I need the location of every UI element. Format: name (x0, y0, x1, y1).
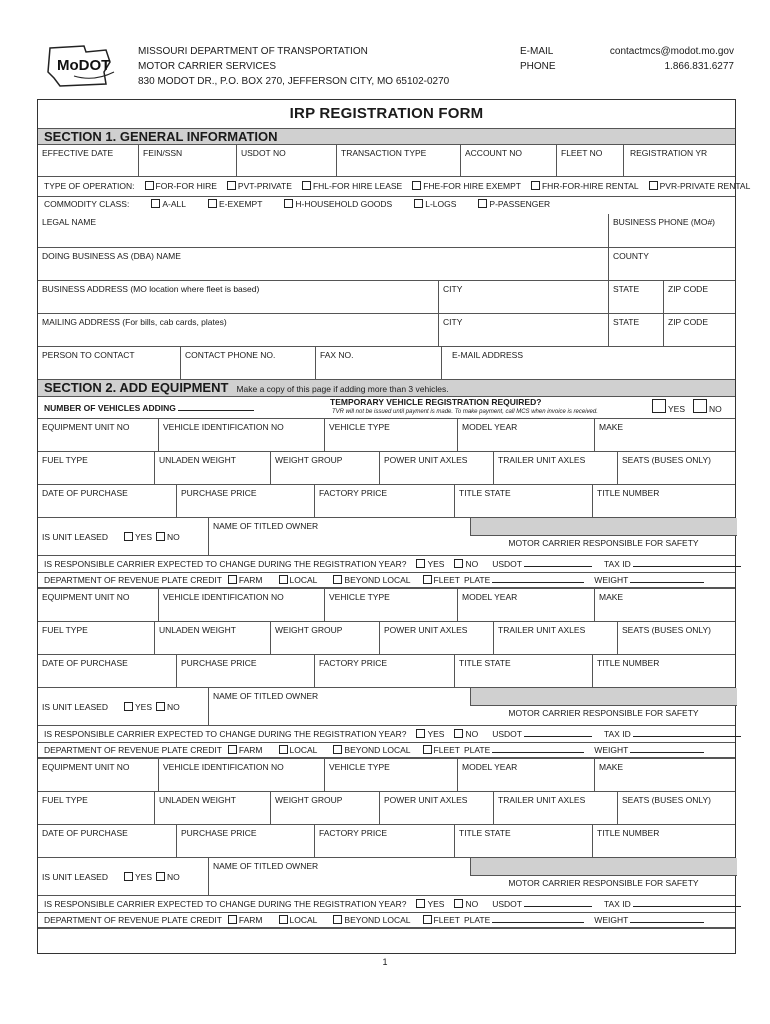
carrier-change-yes-label: YES (427, 559, 445, 569)
credit-fleet-label: FLEET (433, 575, 460, 585)
power-unit-axles-3[interactable]: POWER UNIT AXLES (379, 792, 493, 824)
leased-yes-label: YES (134, 872, 152, 882)
option-fhr: FHR-FOR-HIRE RENTAL (541, 181, 639, 191)
business-phone-field[interactable]: BUSINESS PHONE (MO#) (608, 214, 737, 247)
credit-fleet-label: FLEET (433, 915, 460, 925)
usdot-label: USDOT (492, 729, 522, 739)
plate-blank[interactable] (492, 915, 584, 923)
checkbox-fhe[interactable] (412, 181, 421, 190)
is-unit-leased-label: IS UNIT LEASED (42, 532, 108, 542)
section2-title: SECTION 2. ADD EQUIPMENT (44, 380, 229, 395)
fuel-type-2[interactable]: FUEL TYPE (42, 625, 88, 635)
credit-beyond-local-label: BEYOND LOCAL (344, 745, 411, 755)
vehicle-3-row-3 (38, 825, 735, 858)
vehicle-1-credit-row (38, 573, 735, 589)
carrier-change-no-checkbox[interactable] (454, 559, 463, 568)
division-name: MOTOR CARRIER SERVICES (138, 61, 276, 72)
vehicle-2-row-1 (38, 589, 735, 622)
carrier-change-label: IS RESPONSIBLE CARRIER EXPECTED TO CHANGE DURING THE REGISTRATION YEAR? (44, 729, 407, 739)
vehicle-3-lease-row (38, 858, 735, 896)
power-unit-axles-2[interactable]: POWER UNIT AXLES (379, 622, 493, 654)
option-exempt: E-EXEMPT (218, 199, 263, 209)
credit-beyond-local-checkbox[interactable] (333, 575, 342, 584)
credit-fleet-checkbox[interactable] (423, 745, 432, 754)
is-unit-leased-label: IS UNIT LEASED (42, 702, 108, 712)
seats-2[interactable]: SEATS (BUSES ONLY) (617, 622, 737, 654)
contact-row (38, 347, 735, 380)
leased-no-label: NO (167, 532, 180, 542)
purchase-price-3[interactable]: PURCHASE PRICE (176, 825, 314, 857)
vehicle-1-row-1 (38, 419, 735, 452)
form-title: IRP REGISTRATION FORM (289, 105, 484, 122)
number-of-vehicles-label: NUMBER OF VEHICLES ADDING (44, 403, 176, 413)
business-address-row (38, 281, 735, 314)
mailing-address-row (38, 314, 735, 347)
agency-address: 830 MODOT DR., P.O. BOX 270, JEFFERSON CITY, MO 65102-0270 (138, 76, 450, 87)
credit-farm-checkbox[interactable] (228, 915, 237, 924)
operation-type-row (38, 177, 751, 197)
contact-values (610, 44, 734, 74)
registration-yr-field[interactable]: REGISTRATION YR (623, 145, 737, 176)
purchase-price-1[interactable]: PURCHASE PRICE (176, 485, 314, 517)
carrier-change-no-label: NO (465, 899, 479, 909)
section1-title: SECTION 1. GENERAL INFORMATION (44, 129, 278, 144)
vehicle-3-row-1 (38, 759, 735, 792)
weight-blank[interactable] (630, 575, 704, 583)
checkbox-household[interactable] (284, 199, 293, 208)
taxid-blank[interactable] (633, 899, 741, 907)
business-state-field[interactable]: STATE (608, 281, 663, 313)
vehicle-1-carrier-row (38, 556, 735, 573)
equipment-unit-no-3[interactable]: EQUIPMENT UNIT NO (42, 762, 130, 772)
business-city-field[interactable]: CITY (438, 281, 608, 313)
credit-farm-checkbox[interactable] (228, 745, 237, 754)
legal-name-row (38, 214, 735, 248)
vehicle-1-row-3 (38, 485, 735, 518)
plate-label: PLATE (464, 915, 491, 925)
number-of-vehicles-blank[interactable] (178, 403, 254, 411)
vehicle-3-carrier-row (38, 896, 735, 913)
titled-owner-3[interactable] (208, 858, 470, 895)
transaction-type-field[interactable]: TRANSACTION TYPE (336, 145, 460, 176)
weight-blank[interactable] (630, 745, 704, 753)
factory-price-1[interactable]: FACTORY PRICE (314, 485, 454, 517)
plate-label: PLATE (464, 745, 491, 755)
unladen-weight-2[interactable]: UNLADEN WEIGHT (154, 622, 270, 654)
mcrs-shade (470, 858, 737, 876)
titled-owner-label: NAME OF TITLED OWNER (213, 521, 319, 531)
trailer-unit-axles-2[interactable]: TRAILER UNIT AXLES (493, 622, 617, 654)
checkbox-for[interactable] (145, 181, 154, 190)
leased-yes-checkbox[interactable] (124, 532, 133, 541)
vin-2[interactable]: VEHICLE IDENTIFICATION NO (158, 589, 324, 621)
credit-beyond-local-label: BEYOND LOCAL (344, 575, 411, 585)
vehicles-adding-row (38, 397, 735, 419)
taxid-label: TAX ID (603, 559, 631, 569)
mcrs-label-2: MOTOR CARRIER RESPONSIBLE FOR SAFETY (508, 708, 699, 718)
mcrs-label-3: MOTOR CARRIER RESPONSIBLE FOR SAFETY (508, 878, 699, 888)
tvr-note: TVR will not be issued until payment is made. To make payment, call MCS when invoice is received. (332, 409, 598, 415)
email-value: contactmcs@modot.mo.gov (609, 46, 734, 57)
credit-local-checkbox[interactable] (279, 745, 288, 754)
modot-logo (44, 42, 130, 90)
page-number: 1 (382, 957, 388, 967)
credit-farm-label: FARM (238, 575, 263, 585)
mailing-zip-field[interactable]: ZIP CODE (663, 314, 737, 346)
unladen-weight-3[interactable]: UNLADEN WEIGHT (154, 792, 270, 824)
vehicle-2-lease-row (38, 688, 735, 726)
checkbox-exempt[interactable] (208, 199, 217, 208)
email-address-field[interactable]: E-MAIL ADDRESS (441, 347, 737, 379)
vehicle-1-lease-row (38, 518, 735, 556)
unladen-weight-1[interactable]: UNLADEN WEIGHT (154, 452, 270, 484)
carrier-change-no-label: NO (465, 559, 479, 569)
title-number-1[interactable]: TITLE NUMBER (592, 485, 737, 517)
leased-yes-label: YES (134, 702, 152, 712)
carrier-change-yes-checkbox[interactable] (416, 729, 425, 738)
checkbox-all[interactable] (151, 199, 160, 208)
mailing-address-field[interactable]: MAILING ADDRESS (For bills, cab cards, plates) (42, 317, 227, 327)
vehicle-2-carrier-row (38, 726, 735, 743)
carrier-change-yes-checkbox[interactable] (416, 559, 425, 568)
dba-field[interactable]: DOING BUSINESS AS (DBA) NAME (42, 251, 181, 261)
fuel-type-3[interactable]: FUEL TYPE (42, 795, 88, 805)
checkbox-pvt[interactable] (227, 181, 236, 190)
irp-form (37, 99, 751, 954)
checkbox-pvr[interactable] (649, 181, 658, 190)
is-unit-leased-label: IS UNIT LEASED (42, 872, 108, 882)
vehicle-2-credit-row (38, 743, 735, 759)
vehicle-blocks (38, 419, 735, 929)
is-unit-leased-3 (38, 858, 208, 895)
checkbox-passenger[interactable] (478, 199, 487, 208)
taxid-label: TAX ID (603, 729, 631, 739)
phone-value: 1.866.831.6277 (664, 61, 734, 72)
titled-owner-label: NAME OF TITLED OWNER (213, 691, 319, 701)
carrier-change-yes-label: YES (427, 729, 445, 739)
title-number-2[interactable]: TITLE NUMBER (592, 655, 737, 687)
title-state-3[interactable]: TITLE STATE (454, 825, 592, 857)
leased-yes-label: YES (134, 532, 152, 542)
vin-3[interactable]: VEHICLE IDENTIFICATION NO (158, 759, 324, 791)
taxid-blank[interactable] (633, 559, 741, 567)
fuel-type-1[interactable]: FUEL TYPE (42, 455, 88, 465)
leased-yes-checkbox[interactable] (124, 872, 133, 881)
date-of-purchase-1[interactable]: DATE OF PURCHASE (42, 488, 128, 498)
titled-owner-2[interactable] (208, 688, 470, 725)
general-row-1 (38, 145, 735, 177)
trailer-unit-axles-3[interactable]: TRAILER UNIT AXLES (493, 792, 617, 824)
effective-date-field[interactable]: EFFECTIVE DATE (42, 148, 114, 158)
fleet-no-field[interactable]: FLEET NO (556, 145, 623, 176)
agency-block (138, 44, 449, 89)
model-year-3[interactable]: MODEL YEAR (457, 759, 594, 791)
plate-credit-label: DEPARTMENT OF REVENUE PLATE CREDIT (44, 915, 222, 925)
carrier-change-label: IS RESPONSIBLE CARRIER EXPECTED TO CHANGE DURING THE REGISTRATION YEAR? (44, 899, 407, 909)
leased-no-checkbox[interactable] (156, 532, 165, 541)
agency-name: MISSOURI DEPARTMENT OF TRANSPORTATION (138, 46, 368, 57)
equipment-unit-no-1[interactable]: EQUIPMENT UNIT NO (42, 422, 130, 432)
business-address-field[interactable]: BUSINESS ADDRESS (MO location where fleet is based) (42, 284, 260, 294)
email-label: E-MAIL (520, 46, 554, 57)
option-all: A-ALL (162, 199, 186, 209)
trailer-unit-axles-1[interactable]: TRAILER UNIT AXLES (493, 452, 617, 484)
vehicle-type-1[interactable]: VEHICLE TYPE (324, 419, 457, 451)
weight-group-1[interactable]: WEIGHT GROUP (270, 452, 379, 484)
tvr-yes-label: YES (668, 404, 686, 414)
purchase-price-2[interactable]: PURCHASE PRICE (176, 655, 314, 687)
contact-phone-field[interactable]: CONTACT PHONE NO. (180, 347, 315, 379)
credit-local-label: LOCAL (289, 745, 318, 755)
weight-blank[interactable] (630, 915, 704, 923)
factory-price-3[interactable]: FACTORY PRICE (314, 825, 454, 857)
make-3[interactable]: MAKE (594, 759, 737, 791)
leased-no-checkbox[interactable] (156, 702, 165, 711)
vehicle-3-credit-row (38, 913, 735, 929)
carrier-change-no-checkbox[interactable] (454, 729, 463, 738)
credit-farm-checkbox[interactable] (228, 575, 237, 584)
person-to-contact-field[interactable]: PERSON TO CONTACT (42, 350, 135, 360)
credit-local-checkbox[interactable] (279, 575, 288, 584)
option-for: FOR-FOR HIRE (155, 181, 217, 191)
legal-name-field[interactable]: LEGAL NAME (42, 217, 97, 227)
carrier-change-no-checkbox[interactable] (454, 899, 463, 908)
option-pvr: PVR-PRIVATE RENTAL (659, 181, 751, 191)
svg-text:MoDOT: MoDOT (57, 57, 111, 74)
tvr-yes-checkbox[interactable] (652, 399, 666, 413)
credit-farm-label: FARM (238, 745, 263, 755)
business-zip-field[interactable]: ZIP CODE (663, 281, 737, 313)
option-fhl: FHL-FOR HIRE LEASE (312, 181, 403, 191)
option-pvt: PVT-PRIVATE (237, 181, 292, 191)
leased-no-label: NO (167, 872, 180, 882)
plate-credit-label: DEPARTMENT OF REVENUE PLATE CREDIT (44, 575, 222, 585)
titled-owner-1[interactable] (208, 518, 470, 555)
credit-fleet-checkbox[interactable] (423, 915, 432, 924)
usdot-label: USDOT (492, 899, 522, 909)
leased-no-label: NO (167, 702, 180, 712)
account-no-field[interactable]: ACCOUNT NO (460, 145, 556, 176)
vehicle-3-row-2 (38, 792, 735, 825)
weight-label: WEIGHT (594, 745, 629, 755)
checkbox-logs[interactable] (414, 199, 423, 208)
seats-1[interactable]: SEATS (BUSES ONLY) (617, 452, 737, 484)
make-2[interactable]: MAKE (594, 589, 737, 621)
commodity-class-row (38, 197, 735, 214)
operation-type-label: TYPE OF OPERATION: (44, 181, 135, 191)
credit-fleet-label: FLEET (433, 745, 460, 755)
title-number-3[interactable]: TITLE NUMBER (592, 825, 737, 857)
credit-beyond-local-label: BEYOND LOCAL (344, 915, 411, 925)
fein-field[interactable]: FEIN/SSN (138, 145, 236, 176)
vehicle-1-row-2 (38, 452, 735, 485)
county-field[interactable]: COUNTY (608, 248, 737, 280)
tvr-label: TEMPORARY VEHICLE REGISTRATION REQUIRED? (330, 397, 542, 407)
credit-beyond-local-checkbox[interactable] (333, 745, 342, 754)
weight-label: WEIGHT (594, 915, 629, 925)
vehicle-2-row-2 (38, 622, 735, 655)
section1-heading (38, 128, 735, 145)
make-1[interactable]: MAKE (594, 419, 737, 451)
is-unit-leased-1 (38, 518, 208, 555)
title-state-2[interactable]: TITLE STATE (454, 655, 592, 687)
usdot-blank[interactable] (524, 899, 592, 907)
equipment-unit-no-2[interactable]: EQUIPMENT UNIT NO (42, 592, 130, 602)
number-of-vehicles-field[interactable] (44, 403, 254, 413)
factory-price-2[interactable]: FACTORY PRICE (314, 655, 454, 687)
plate-label: PLATE (464, 575, 491, 585)
credit-farm-label: FARM (238, 915, 263, 925)
phone-label: PHONE (520, 61, 556, 72)
weight-group-3[interactable]: WEIGHT GROUP (270, 792, 379, 824)
mailing-state-field[interactable]: STATE (608, 314, 663, 346)
mcrs-shade (470, 688, 737, 706)
mcrs-label-1: MOTOR CARRIER RESPONSIBLE FOR SAFETY (508, 538, 699, 548)
contact-labels (520, 44, 556, 74)
commodity-class-label: COMMODITY CLASS: (44, 199, 130, 209)
credit-beyond-local-checkbox[interactable] (333, 915, 342, 924)
taxid-blank[interactable] (633, 729, 741, 737)
credit-fleet-checkbox[interactable] (423, 575, 432, 584)
model-year-2[interactable]: MODEL YEAR (457, 589, 594, 621)
carrier-change-yes-label: YES (427, 899, 445, 909)
usdot-label: USDOT (492, 559, 522, 569)
plate-credit-label: DEPARTMENT OF REVENUE PLATE CREDIT (44, 745, 222, 755)
taxid-label: TAX ID (603, 899, 631, 909)
section2-heading (38, 380, 735, 397)
power-unit-axles-1[interactable]: POWER UNIT AXLES (379, 452, 493, 484)
dba-row (38, 248, 735, 281)
title-state-1[interactable]: TITLE STATE (454, 485, 592, 517)
usdot-field[interactable]: USDOT NO (236, 145, 336, 176)
option-logs: L-LOGS (425, 199, 457, 209)
option-fhe: FHE-FOR HIRE EXEMPT (423, 181, 521, 191)
date-of-purchase-3[interactable]: DATE OF PURCHASE (42, 828, 128, 838)
credit-local-label: LOCAL (289, 575, 318, 585)
credit-local-checkbox[interactable] (279, 915, 288, 924)
checkbox-fhr[interactable] (531, 181, 540, 190)
tvr-choice (648, 399, 722, 414)
carrier-change-yes-checkbox[interactable] (416, 899, 425, 908)
date-of-purchase-2[interactable]: DATE OF PURCHASE (42, 658, 128, 668)
checkbox-fhl[interactable] (302, 181, 311, 190)
carrier-change-no-label: NO (465, 729, 479, 739)
vehicle-2-row-3 (38, 655, 735, 688)
tvr-no-checkbox[interactable] (693, 399, 707, 413)
page-header (44, 42, 734, 92)
model-year-1[interactable]: MODEL YEAR (457, 419, 594, 451)
seats-3[interactable]: SEATS (BUSES ONLY) (617, 792, 737, 824)
mcrs-shade (470, 518, 737, 536)
fax-field[interactable]: FAX NO. (315, 347, 441, 379)
weight-label: WEIGHT (594, 575, 629, 585)
vin-1[interactable]: VEHICLE IDENTIFICATION NO (158, 419, 324, 451)
section2-note: Make a copy of this page if adding more than 3 vehicles. (236, 384, 449, 394)
leased-yes-checkbox[interactable] (124, 702, 133, 711)
usdot-blank[interactable] (524, 729, 592, 737)
usdot-blank[interactable] (524, 559, 592, 567)
tvr-no-label: NO (709, 404, 722, 414)
mailing-city-field[interactable]: CITY (438, 314, 608, 346)
option-passenger: P-PASSENGER (489, 199, 551, 209)
carrier-change-label: IS RESPONSIBLE CARRIER EXPECTED TO CHANGE DURING THE REGISTRATION YEAR? (44, 559, 407, 569)
option-household: H-HOUSEHOLD GOODS (295, 199, 393, 209)
credit-local-label: LOCAL (289, 915, 318, 925)
weight-group-2[interactable]: WEIGHT GROUP (270, 622, 379, 654)
vehicle-type-2[interactable]: VEHICLE TYPE (324, 589, 457, 621)
vehicle-type-3[interactable]: VEHICLE TYPE (324, 759, 457, 791)
plate-blank[interactable] (492, 575, 584, 583)
plate-blank[interactable] (492, 745, 584, 753)
titled-owner-label: NAME OF TITLED OWNER (213, 861, 319, 871)
leased-no-checkbox[interactable] (156, 872, 165, 881)
is-unit-leased-2 (38, 688, 208, 725)
